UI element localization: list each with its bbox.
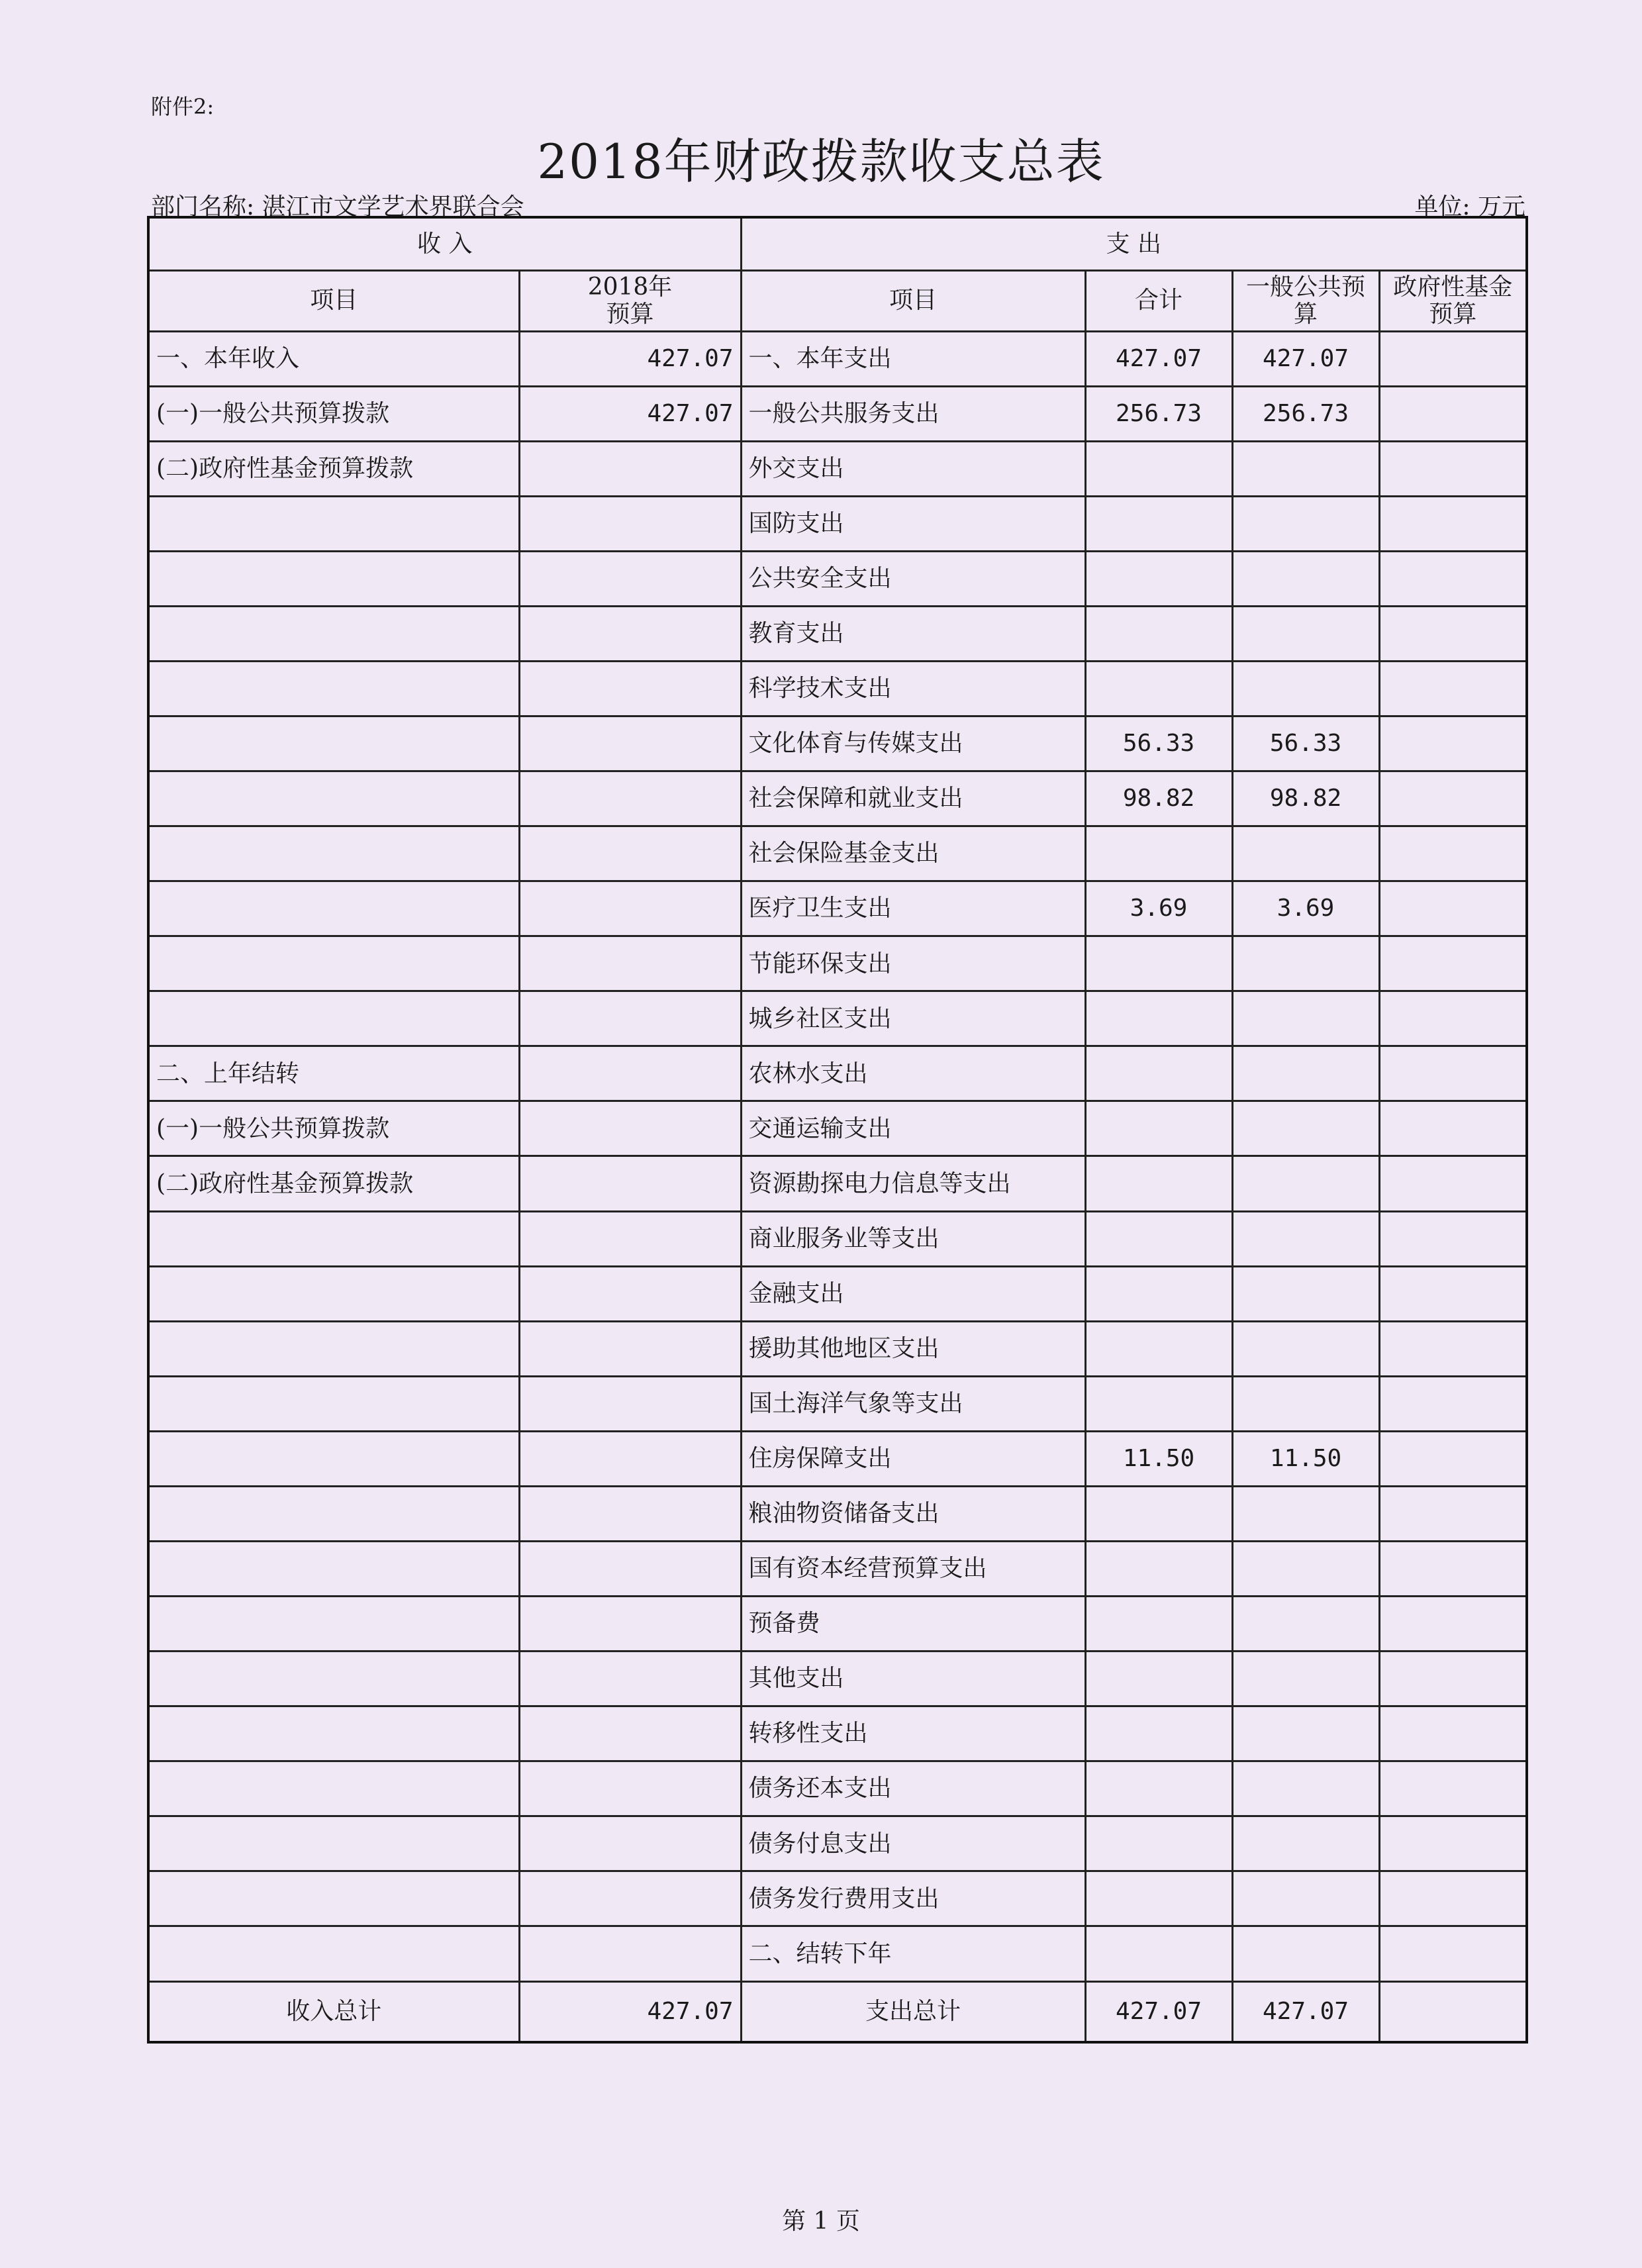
- expense-total-cell: [1085, 1541, 1232, 1596]
- expense-item-cell: 一般公共服务支出: [741, 386, 1085, 441]
- expense-general-cell: [1232, 936, 1379, 991]
- expense-total-fund: [1379, 1981, 1527, 2042]
- income-item-cell: [148, 1211, 519, 1266]
- expense-fund-cell: [1379, 716, 1527, 771]
- expense-total-cell: [1085, 1156, 1232, 1211]
- expense-general-cell: [1232, 1321, 1379, 1376]
- income-item-cell: [148, 661, 519, 716]
- income-value-cell: [519, 1321, 741, 1376]
- table-row: [148, 771, 1527, 826]
- income-value-cell: [519, 881, 741, 936]
- expense-fund-cell: [1379, 1486, 1527, 1541]
- expense-total-cell: [1085, 991, 1232, 1046]
- expense-fund-cell: [1379, 771, 1527, 826]
- expense-total-label: 支出总计: [741, 1981, 1085, 2042]
- income-item-cell: [148, 826, 519, 881]
- expense-general-cell: 11.50: [1232, 1431, 1379, 1486]
- expense-total-cell: [1085, 1046, 1232, 1101]
- income-item-cell: [148, 1266, 519, 1321]
- table-row: [148, 991, 1527, 1046]
- expense-fund-cell: [1379, 1376, 1527, 1431]
- expense-item-cell: 节能环保支出: [741, 936, 1085, 991]
- income-value-cell: [519, 1871, 741, 1926]
- income-value-cell: [519, 716, 741, 771]
- expense-general-cell: [1232, 1101, 1379, 1156]
- expense-total-cell: 3.69: [1085, 881, 1232, 936]
- expense-item-cell: 转移性支出: [741, 1706, 1085, 1761]
- income-value-cell: [519, 1101, 741, 1156]
- table-row: [148, 1761, 1527, 1816]
- expense-total-cell: [1085, 1376, 1232, 1431]
- expense-fund-cell: [1379, 1266, 1527, 1321]
- expense-general-cell: [1232, 496, 1379, 551]
- expense-total-value: 427.07: [1085, 1981, 1232, 2042]
- table-row: [148, 1486, 1527, 1541]
- table-row: [148, 386, 1527, 441]
- income-item-cell: (一)一般公共预算拨款: [148, 386, 519, 441]
- expense-fund-cell: [1379, 496, 1527, 551]
- income-item-cell: [148, 771, 519, 826]
- table-row: [148, 1541, 1527, 1596]
- expense-item-cell: 医疗卫生支出: [741, 881, 1085, 936]
- income-value-cell: [519, 1652, 741, 1706]
- expense-item-cell: 商业服务业等支出: [741, 1211, 1085, 1266]
- expense-fund-cell: [1379, 881, 1527, 936]
- income-value-cell: [519, 606, 741, 661]
- expense-fund-cell: [1379, 1706, 1527, 1761]
- col-header-budget: [519, 270, 741, 331]
- income-total-label: 收入总计: [148, 1981, 519, 2042]
- expense-general-cell: 56.33: [1232, 716, 1379, 771]
- expense-item-cell: 二、结转下年: [741, 1926, 1085, 1981]
- expense-item-cell: 国有资本经营预算支出: [741, 1541, 1085, 1596]
- expense-fund-cell: [1379, 441, 1527, 496]
- income-value-cell: [519, 1376, 741, 1431]
- table-row: [148, 1266, 1527, 1321]
- expense-fund-cell: [1379, 386, 1527, 441]
- expense-total-cell: [1085, 551, 1232, 606]
- expense-general-cell: [1232, 1816, 1379, 1871]
- page-title: 2018年财政拨款收支总表: [537, 134, 1105, 189]
- income-value-cell: [519, 1156, 741, 1211]
- expense-total-cell: [1085, 1871, 1232, 1926]
- table-row: [148, 1376, 1527, 1431]
- expense-general-cell: [1232, 551, 1379, 606]
- table-row: [148, 881, 1527, 936]
- expense-fund-cell: [1379, 991, 1527, 1046]
- expense-item-cell: 社会保险基金支出: [741, 826, 1085, 881]
- col-header-fund-line1: 政府性基金: [1393, 273, 1513, 301]
- expense-item-cell: 城乡社区支出: [741, 991, 1085, 1046]
- table-row: [148, 441, 1527, 496]
- expense-fund-cell: [1379, 661, 1527, 716]
- income-value-cell: [519, 496, 741, 551]
- expense-total-cell: [1085, 1706, 1232, 1761]
- table-row: [148, 1871, 1527, 1926]
- expense-general-cell: [1232, 826, 1379, 881]
- expense-fund-cell: [1379, 1761, 1527, 1816]
- unit-label: 单位: 万元: [1414, 193, 1525, 221]
- income-value-cell: [519, 936, 741, 991]
- income-item-cell: [148, 1652, 519, 1706]
- income-header: 收 入: [148, 217, 741, 270]
- income-total-value: 427.07: [519, 1981, 741, 2042]
- income-item-cell: [148, 1431, 519, 1486]
- income-item-cell: [148, 1871, 519, 1926]
- income-item-cell: [148, 1596, 519, 1651]
- expense-total-cell: [1085, 1266, 1232, 1321]
- expense-fund-cell: [1379, 1156, 1527, 1211]
- col-header-expense-item: 项目: [741, 270, 1085, 331]
- expense-general-cell: 3.69: [1232, 881, 1379, 936]
- table-row: [148, 661, 1527, 716]
- expense-item-cell: 粮油物资储备支出: [741, 1486, 1085, 1541]
- expense-item-cell: 援助其他地区支出: [741, 1321, 1085, 1376]
- total-row: [148, 1981, 1527, 2042]
- income-value-cell: [519, 1486, 741, 1541]
- expense-item-cell: 国防支出: [741, 496, 1085, 551]
- table-row: [148, 716, 1527, 771]
- expense-total-cell: [1085, 1816, 1232, 1871]
- expense-total-cell: [1085, 1101, 1232, 1156]
- col-header-general-line2: 算: [1294, 301, 1318, 328]
- expense-fund-cell: [1379, 1431, 1527, 1486]
- expense-fund-cell: [1379, 1541, 1527, 1596]
- income-item-cell: (二)政府性基金预算拨款: [148, 1156, 519, 1211]
- expense-fund-cell: [1379, 1101, 1527, 1156]
- expense-item-cell: 交通运输支出: [741, 1101, 1085, 1156]
- income-value-cell: [519, 1761, 741, 1816]
- expense-total-cell: [1085, 496, 1232, 551]
- expense-total-cell: [1085, 441, 1232, 496]
- expense-fund-cell: [1379, 1596, 1527, 1651]
- expense-general-cell: [1232, 1541, 1379, 1596]
- income-item-cell: [148, 551, 519, 606]
- table-row: [148, 1101, 1527, 1156]
- expense-general-cell: [1232, 1486, 1379, 1541]
- expense-general-cell: [1232, 1926, 1379, 1981]
- expense-item-cell: 住房保障支出: [741, 1431, 1085, 1486]
- income-item-cell: [148, 881, 519, 936]
- income-value-cell: 427.07: [519, 386, 741, 441]
- expense-item-cell: 科学技术支出: [741, 661, 1085, 716]
- income-item-cell: [148, 1376, 519, 1431]
- expense-total-cell: [1085, 1321, 1232, 1376]
- column-header-row: [148, 270, 1527, 331]
- expense-total-cell: [1085, 1652, 1232, 1706]
- expense-general-cell: [1232, 1871, 1379, 1926]
- expense-fund-cell: [1379, 1816, 1527, 1871]
- expense-item-cell: 债务付息支出: [741, 1816, 1085, 1871]
- expense-item-cell: 社会保障和就业支出: [741, 771, 1085, 826]
- expense-item-cell: 一、本年支出: [741, 331, 1085, 386]
- expense-fund-cell: [1379, 936, 1527, 991]
- expense-item-cell: 外交支出: [741, 441, 1085, 496]
- expense-general-cell: [1232, 606, 1379, 661]
- expense-fund-cell: [1379, 331, 1527, 386]
- expense-total-cell: [1085, 1761, 1232, 1816]
- income-item-cell: [148, 606, 519, 661]
- expense-item-cell: 其他支出: [741, 1652, 1085, 1706]
- table-row: [148, 1706, 1527, 1761]
- budget-table: [147, 216, 1528, 2044]
- table-row: [148, 1321, 1527, 1376]
- page-number: 第 1 页: [782, 2208, 860, 2235]
- col-header-income-item: 项目: [148, 270, 519, 331]
- income-item-cell: [148, 991, 519, 1046]
- income-value-cell: [519, 1596, 741, 1651]
- expense-total-cell: 256.73: [1085, 386, 1232, 441]
- income-value-cell: [519, 1926, 741, 1981]
- income-item-cell: 一、本年收入: [148, 331, 519, 386]
- income-value-cell: [519, 441, 741, 496]
- income-value-cell: [519, 1541, 741, 1596]
- income-value-cell: [519, 1266, 741, 1321]
- expense-fund-cell: [1379, 1321, 1527, 1376]
- table-row: [148, 826, 1527, 881]
- expense-item-cell: 国土海洋气象等支出: [741, 1376, 1085, 1431]
- income-value-cell: [519, 1816, 741, 1871]
- expense-total-cell: [1085, 936, 1232, 991]
- income-item-cell: [148, 496, 519, 551]
- attachment-label: 附件2:: [151, 94, 215, 119]
- income-value-cell: [519, 1046, 741, 1101]
- expense-general-cell: [1232, 441, 1379, 496]
- income-value-cell: [519, 661, 741, 716]
- income-item-cell: [148, 1926, 519, 1981]
- expense-fund-cell: [1379, 1211, 1527, 1266]
- expense-item-cell: 债务发行费用支出: [741, 1871, 1085, 1926]
- expense-item-cell: 预备费: [741, 1596, 1085, 1651]
- income-value-cell: [519, 991, 741, 1046]
- table-row: [148, 606, 1527, 661]
- expense-general-cell: [1232, 1156, 1379, 1211]
- expense-general-cell: 98.82: [1232, 771, 1379, 826]
- expense-item-cell: 农林水支出: [741, 1046, 1085, 1101]
- expense-header: 支 出: [741, 217, 1527, 270]
- table-row: [148, 1596, 1527, 1651]
- expense-total-cell: 56.33: [1085, 716, 1232, 771]
- col-header-budget-line2: 预算: [606, 301, 654, 328]
- expense-total-cell: [1085, 1211, 1232, 1266]
- expense-general-cell: [1232, 1706, 1379, 1761]
- income-item-cell: (一)一般公共预算拨款: [148, 1101, 519, 1156]
- expense-total-cell: 98.82: [1085, 771, 1232, 826]
- expense-total-cell: [1085, 1486, 1232, 1541]
- income-item-cell: [148, 1541, 519, 1596]
- table-row: [148, 496, 1527, 551]
- expense-fund-cell: [1379, 1652, 1527, 1706]
- table-row: [148, 551, 1527, 606]
- expense-total-cell: 427.07: [1085, 331, 1232, 386]
- expense-total-general: 427.07: [1232, 1981, 1379, 2042]
- income-item-cell: (二)政府性基金预算拨款: [148, 441, 519, 496]
- expense-general-cell: [1232, 1761, 1379, 1816]
- expense-fund-cell: [1379, 1926, 1527, 1981]
- table-row: [148, 1156, 1527, 1211]
- table-row: [148, 1816, 1527, 1871]
- expense-item-cell: 资源勘探电力信息等支出: [741, 1156, 1085, 1211]
- income-item-cell: [148, 1761, 519, 1816]
- income-item-cell: [148, 1706, 519, 1761]
- expense-general-cell: 427.07: [1232, 331, 1379, 386]
- expense-item-cell: 文化体育与传媒支出: [741, 716, 1085, 771]
- table-row: [148, 1211, 1527, 1266]
- expense-item-cell: 教育支出: [741, 606, 1085, 661]
- income-value-cell: [519, 551, 741, 606]
- col-header-general: [1232, 270, 1379, 331]
- income-value-cell: [519, 1431, 741, 1486]
- income-value-cell: [519, 826, 741, 881]
- expense-fund-cell: [1379, 606, 1527, 661]
- income-item-cell: [148, 1321, 519, 1376]
- income-value-cell: [519, 1706, 741, 1761]
- table-row: [148, 1926, 1527, 1981]
- col-header-fund-line2: 预算: [1429, 301, 1477, 328]
- expense-general-cell: [1232, 661, 1379, 716]
- expense-general-cell: [1232, 1046, 1379, 1101]
- income-value-cell: [519, 771, 741, 826]
- income-item-cell: [148, 936, 519, 991]
- expense-total-cell: [1085, 826, 1232, 881]
- expense-fund-cell: [1379, 826, 1527, 881]
- table-row: [148, 936, 1527, 991]
- table-row: [148, 1431, 1527, 1486]
- expense-fund-cell: [1379, 551, 1527, 606]
- income-item-cell: 二、上年结转: [148, 1046, 519, 1101]
- section-header-row: [148, 217, 1527, 270]
- expense-total-cell: [1085, 1926, 1232, 1981]
- expense-general-cell: [1232, 1376, 1379, 1431]
- expense-total-cell: [1085, 606, 1232, 661]
- table-row: [148, 1652, 1527, 1706]
- expense-general-cell: [1232, 1266, 1379, 1321]
- expense-general-cell: 256.73: [1232, 386, 1379, 441]
- table-row: [148, 1046, 1527, 1101]
- expense-general-cell: [1232, 1652, 1379, 1706]
- expense-fund-cell: [1379, 1871, 1527, 1926]
- expense-total-cell: 11.50: [1085, 1431, 1232, 1486]
- expense-item-cell: 公共安全支出: [741, 551, 1085, 606]
- table-row: [148, 331, 1527, 386]
- income-item-cell: [148, 1486, 519, 1541]
- expense-general-cell: [1232, 1211, 1379, 1266]
- income-value-cell: [519, 1211, 741, 1266]
- col-header-general-line1: 一般公共预: [1246, 273, 1366, 301]
- expense-general-cell: [1232, 991, 1379, 1046]
- table-body: [148, 331, 1527, 1981]
- col-header-budget-line1: 2018年: [587, 273, 673, 301]
- income-item-cell: [148, 716, 519, 771]
- expense-fund-cell: [1379, 1046, 1527, 1101]
- department-name: 部门名称: 湛江市文学艺术界联合会: [151, 193, 524, 221]
- col-header-fund: [1379, 270, 1527, 331]
- expense-total-cell: [1085, 1596, 1232, 1651]
- expense-item-cell: 金融支出: [741, 1266, 1085, 1321]
- expense-total-cell: [1085, 661, 1232, 716]
- col-header-total: 合计: [1085, 270, 1232, 331]
- income-item-cell: [148, 1816, 519, 1871]
- income-value-cell: 427.07: [519, 331, 741, 386]
- expense-item-cell: 债务还本支出: [741, 1761, 1085, 1816]
- expense-general-cell: [1232, 1596, 1379, 1651]
